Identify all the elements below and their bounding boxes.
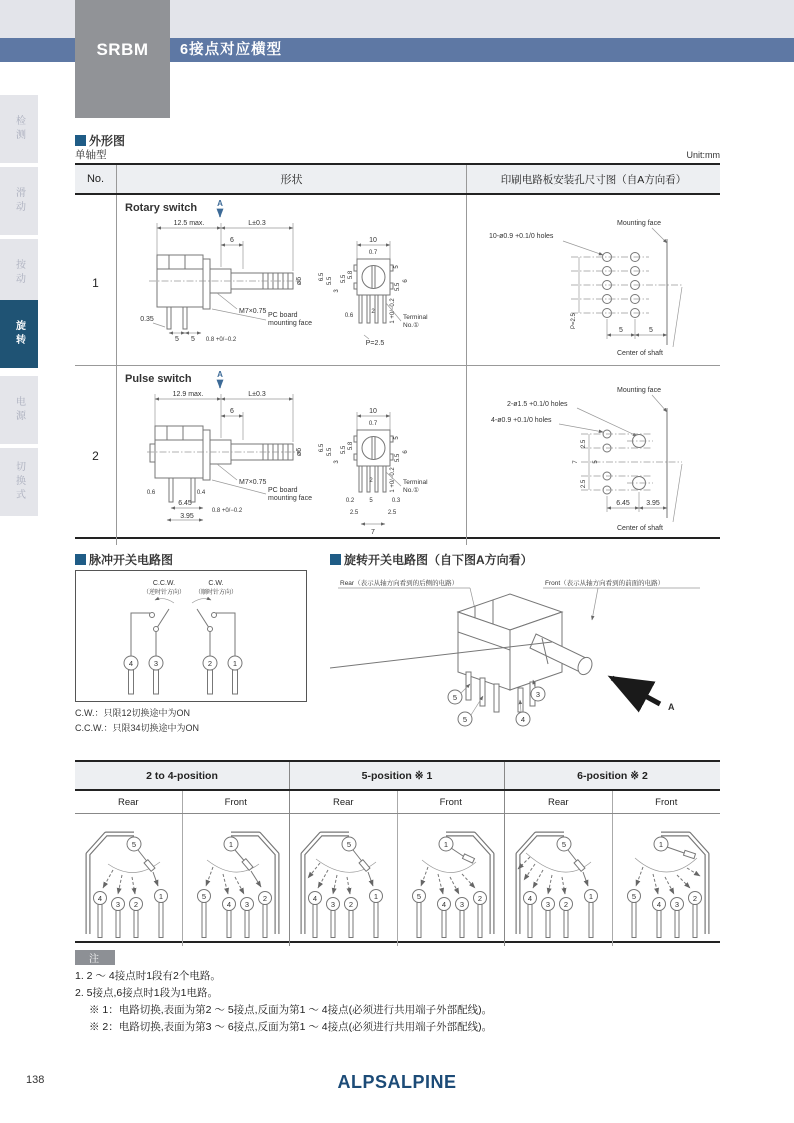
pulse-holes-drawing: [467, 366, 720, 545]
dim: 0.8 +0/−0.2: [211, 508, 243, 514]
callout-5: 5: [452, 693, 458, 702]
subhead-rear: Rear: [290, 791, 398, 813]
dim: ø6: [296, 276, 303, 286]
terminal: 4: [527, 894, 533, 903]
sidebar-tab-push: [0, 239, 38, 307]
subhead-front: Front: [655, 796, 678, 808]
model-name: SRBM: [96, 40, 149, 59]
label: 10-ø0.9 +0.1/0 holes: [489, 233, 554, 240]
dim: 5.5: [327, 447, 333, 457]
rotary-holes-drawing: [467, 195, 720, 370]
view-direction-label: A: [668, 702, 675, 712]
terminal-3: 3: [153, 659, 159, 668]
dim: 5: [369, 498, 373, 504]
label: Terminal: [403, 479, 428, 486]
label: Center of shaft: [617, 525, 663, 532]
dim: P=2.5: [365, 340, 385, 347]
terminal: 3: [115, 900, 121, 909]
callout-5b: 5: [462, 715, 468, 724]
front-label: Front（表示从轴方向看到的前面的电路）: [545, 580, 665, 587]
terminal: 2: [477, 894, 482, 903]
shaft-type-label: 单轴型: [75, 149, 107, 161]
common-terminal: 1: [228, 840, 233, 849]
dim: 0.35: [140, 316, 154, 323]
ccw-switch-symbol: [131, 599, 174, 656]
view-direction-arrow-icon: [612, 678, 660, 704]
diagram-5pos-front: [398, 814, 506, 946]
diagram-2to4-rear: [75, 814, 183, 946]
dim: 6.5: [319, 443, 325, 453]
terminal: 4: [656, 900, 661, 909]
terminal-2: 2: [207, 659, 213, 668]
diagram-2to4-front: [183, 814, 291, 946]
dim: L±0.3: [248, 391, 266, 398]
subhead-front: Front: [183, 791, 291, 813]
dim: 0.6: [344, 313, 354, 319]
callout-4: 4: [520, 715, 526, 724]
hole-grid: [571, 253, 682, 318]
isometric-body: [330, 594, 595, 712]
label: mounting face: [268, 320, 312, 327]
pulse-note-ccw: C.C.W.：只限34切换途中为ON: [75, 723, 200, 733]
alps-alpine-logo: ALPSALPINE: [337, 1072, 457, 1092]
dim: 2.5: [349, 510, 359, 516]
dim: 5.5: [341, 445, 347, 455]
dim: 6: [403, 279, 409, 283]
terminal: 2: [348, 900, 354, 909]
dim: 0.7: [368, 421, 378, 427]
dim: 5: [649, 327, 653, 334]
terminal: 3: [545, 900, 551, 909]
dim: 5.5: [341, 274, 347, 284]
dim: 6: [403, 450, 409, 454]
dim: 5: [175, 336, 179, 343]
dim: 5.8: [348, 270, 354, 280]
dim: 10: [369, 237, 377, 244]
rotary-circuit-drawing: [330, 572, 720, 755]
row-no: 1: [75, 195, 117, 370]
outline-row-pulse: [75, 366, 720, 540]
ccw-dir-label: （逆时针方向）: [142, 590, 186, 596]
dim: 6.45: [616, 500, 630, 507]
section-title-text: 脉冲开关电路图: [89, 553, 174, 567]
label: 2-ø1.5 +0.1/0 holes: [507, 401, 568, 408]
col-holes: 印刷电路板安装孔尺寸图（自A方向看）: [500, 173, 687, 186]
tab-label: 电源: [13, 396, 25, 424]
dim: P=2.5: [571, 313, 577, 329]
dim: 5: [619, 327, 623, 334]
sidebar-tab-slide: [0, 167, 38, 235]
ccw-label: C.C.W.: [152, 580, 176, 587]
label: No.①: [403, 322, 419, 329]
col-no: No.: [75, 165, 117, 193]
terminal: 3: [459, 900, 464, 909]
common-terminal: 1: [443, 840, 448, 849]
pulse-note-cw: C.W.：只限12切换途中为ON: [75, 708, 191, 718]
common-terminal: 1: [658, 840, 663, 849]
cw-dir-label: （顺时针方向）: [194, 590, 238, 596]
dim: 0.7: [368, 250, 378, 256]
dim: 3: [334, 289, 340, 293]
group-2to4: 2 to 4-position: [75, 762, 290, 789]
label: 4-ø0.9 +0.1/0 holes: [491, 417, 552, 424]
tab-label: 按动: [13, 259, 25, 287]
terminal: 5: [416, 892, 421, 901]
dim: M7×0.75: [239, 479, 267, 486]
terminal-1: 1: [232, 659, 238, 668]
outline-row-rotary: [75, 195, 720, 366]
pulse-shape-drawing: [117, 366, 467, 545]
tab-label: 旋转: [13, 320, 25, 348]
dim: 0.2: [345, 498, 355, 504]
terminal: 2: [262, 894, 267, 903]
terminal-4: 4: [128, 659, 134, 668]
dim: 12.5 max.: [173, 220, 205, 227]
page-number: 138: [26, 1074, 45, 1086]
terminal: 2: [133, 900, 139, 909]
subhead-rear: Rear: [75, 791, 183, 813]
label: Mounting face: [617, 220, 661, 227]
unit-label: Unit:mm: [686, 150, 720, 160]
group-6pos: 6-position ※ 2: [577, 769, 648, 782]
row-no: 2: [75, 366, 117, 545]
section-marker-icon: [75, 554, 86, 565]
common-terminal: 5: [346, 840, 352, 849]
dim: 6.45: [178, 500, 192, 507]
dim: 12.9 max.: [172, 391, 204, 398]
model-badge: [75, 0, 170, 118]
label: Terminal: [403, 314, 428, 321]
common-terminal: 5: [561, 840, 567, 849]
diagram-6pos-rear: [505, 814, 613, 946]
terminal: 4: [441, 900, 446, 909]
tab-label: 滑动: [13, 187, 25, 215]
rotary-shape-drawing: [117, 195, 467, 370]
section-title-text: 旋转开关电路图（自下图A方向看）: [344, 553, 533, 567]
positions-group-header: [75, 762, 720, 791]
dim: 6: [230, 408, 234, 415]
rear-label: Rear（表示从轴方向看到的后侧的电路）: [340, 580, 459, 587]
label: mounting face: [268, 495, 312, 502]
subhead-rear: Rear: [505, 791, 613, 813]
dim: 0.6: [146, 490, 156, 496]
dim: 2.5: [387, 510, 397, 516]
dim: 7: [573, 460, 579, 464]
sidebar-tab-detect: [0, 95, 38, 163]
dim: 6.5: [319, 272, 325, 282]
label: Center of shaft: [617, 350, 663, 357]
tab-label: 检测: [13, 115, 25, 143]
rotary-circuit-title: [330, 551, 533, 568]
terminal: 4: [226, 900, 231, 909]
dim: 10: [369, 408, 377, 415]
dim: 0.4: [196, 490, 206, 496]
notes-tag: 注: [75, 950, 115, 965]
diagram-6pos-front: [613, 814, 721, 946]
dim: L±0.3: [248, 220, 266, 227]
terminal: 3: [330, 900, 336, 909]
terminal: 3: [244, 900, 249, 909]
note-line-1: 1. 2 ～ 4接点时1段有2个电路。: [75, 970, 221, 982]
dim: 5: [593, 460, 599, 464]
cw-label: C.W.: [208, 580, 224, 587]
section-title-text: 外形图: [89, 134, 126, 148]
dim: 5.8: [348, 441, 354, 451]
outline-table: [75, 163, 720, 539]
section-marker-icon: [330, 554, 341, 565]
note-line-4: ※ 2：电路切换,表面为第3 ～ 6接点,反面为第1 ～ 4接点(必须进行共用端子外部配线)。: [89, 1021, 493, 1033]
label: PC board: [268, 487, 298, 494]
dim: 0.8 +0/−0.2: [205, 337, 237, 343]
group-5pos: 5-position ※ 1: [290, 762, 505, 789]
dim: 5.5: [395, 453, 401, 463]
terminal: 2: [563, 900, 569, 909]
pulse-circuit-title: [75, 551, 173, 568]
dim: 5: [191, 336, 195, 343]
cw-switch-symbol: [192, 599, 235, 656]
page-title: 6接点对应横型: [180, 42, 283, 58]
terminal: 3: [674, 900, 679, 909]
outline-table-header: [75, 165, 720, 195]
tab-label: 切换式: [13, 461, 25, 503]
view-arrow-label: A: [217, 370, 223, 379]
dim: 6: [230, 237, 234, 244]
dim: 2.5: [581, 439, 587, 449]
dim: 5: [394, 436, 400, 440]
col-shape: 形状: [117, 165, 467, 193]
dim: 5.5: [395, 282, 401, 292]
positions-diagrams: [75, 814, 720, 941]
drawing-title: Pulse switch: [125, 373, 192, 385]
diagram-5pos-rear: [290, 814, 398, 946]
pulse-circuit-box: [75, 570, 307, 702]
terminal: 5: [201, 892, 206, 901]
terminal: 1: [588, 892, 594, 901]
view-arrow-label: A: [217, 199, 223, 208]
terminal: 1: [158, 892, 164, 901]
dim: 1 +0/−0.2: [390, 298, 396, 324]
dim: 2: [369, 478, 373, 484]
dim: ø6: [296, 447, 303, 457]
terminal: 4: [97, 894, 103, 903]
callout-3: 3: [535, 690, 541, 699]
terminal: 2: [692, 894, 697, 903]
dim: 0.3: [391, 498, 401, 504]
drawing-title: Rotary switch: [125, 202, 198, 214]
dim: M7×0.75: [239, 308, 267, 315]
common-terminal: 5: [131, 840, 137, 849]
terminal: 4: [312, 894, 318, 903]
label: No.①: [403, 487, 419, 494]
dim: 3: [334, 460, 340, 464]
sidebar-tab-switch: [0, 448, 38, 516]
dim: 3.95: [646, 500, 660, 507]
subhead-front: Front: [398, 791, 506, 813]
dim: 5: [394, 265, 400, 269]
positions-subheader: [75, 791, 720, 814]
label: PC board: [268, 312, 298, 319]
section-marker-icon: [75, 135, 86, 146]
positions-table: [75, 760, 720, 943]
sidebar-tab-rotary-active: [0, 300, 38, 368]
terminal: 5: [631, 892, 636, 901]
note-line-3: ※ 1：电路切换,表面为第2 ～ 5接点,反面为第1 ～ 4接点(必须进行共用端子外部配线)。: [89, 1004, 493, 1016]
note-line-2: 2. 5接点,6接点时1段为1电路。: [75, 987, 218, 999]
sidebar-tab-power: [0, 376, 38, 444]
terminal: 1: [373, 892, 379, 901]
dim: 7: [371, 529, 375, 536]
label: Mounting face: [617, 387, 661, 394]
dim: 2: [371, 309, 375, 315]
dim: 2.5: [581, 479, 587, 489]
dim: 3.95: [180, 513, 194, 520]
dim: 1 +0/−0.2: [390, 467, 396, 493]
dim: 5.5: [327, 276, 333, 286]
